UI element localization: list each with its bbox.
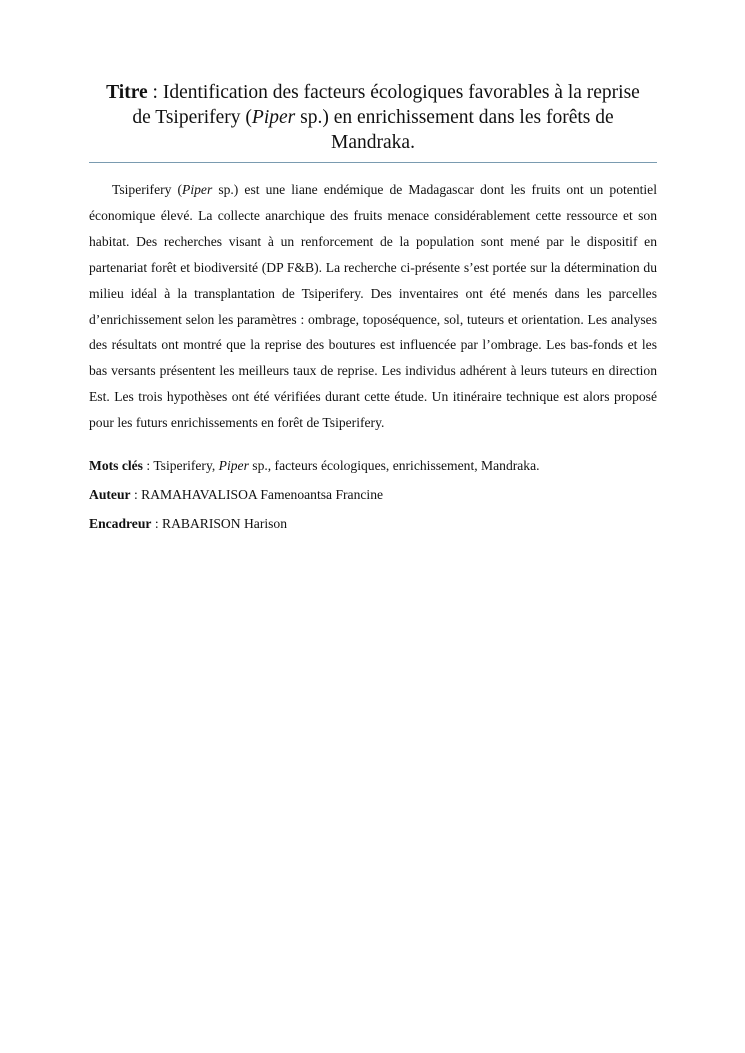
title-separator: : xyxy=(147,82,163,103)
keywords-before: Tsiperifery, xyxy=(153,458,219,474)
title-text-part1: Identification des facteurs écologiques favorables à la reprise de Tsiperifery ( xyxy=(132,82,640,128)
abstract-body: sp.) est une liane endémique de Madagascar dont les fruits ont un potentiel économique élevé. La collecte anarchique des fruits menace considérablement cette ressource et son habitat. Des recherches visant à un renforcement de la population sont mené par le dispositif en partenariat forêt et biodiversité (DP F&B). La recherche ci-présente s’est portée sur la détermination du milieu idéal à la transplantation de Tsiperifery. Des inventaires ont été menés dans les parcelles d’enrichissement selon les paramètres : ombrage, toposéquence, sol, tuteurs et orientation. Les analyses des résultats ont montré que la reprise des boutures est influencée par l’ombrage. Les bas-fonds et les bas versants présentent les meilleurs taux de reprise. Les individus adhérent à leurs tuteurs en direction Est. Les trois hypothèses ont été vérifiées durant cette étude. Un itinéraire technique est alors proposé pour les futurs enrichissements en forêt de Tsiperifery. xyxy=(89,182,657,431)
supervisor-value: RABARISON Harison xyxy=(162,516,288,532)
author-value: RAMAHAVALISOA Famenoantsa Francine xyxy=(141,487,384,503)
document-page xyxy=(89,80,657,538)
title-label: Titre xyxy=(106,82,148,103)
keywords-separator: : xyxy=(142,458,154,474)
author-label: Auteur xyxy=(89,487,131,503)
keywords-after: sp., facteurs écologiques, enrichissement, Mandraka. xyxy=(248,458,540,474)
metadata-block xyxy=(89,451,657,538)
document-title xyxy=(89,80,657,155)
author-line xyxy=(89,480,657,509)
supervisor-line xyxy=(89,509,657,538)
supervisor-label: Encadreur xyxy=(89,516,152,532)
abstract-start: Tsiperifery ( xyxy=(112,182,183,197)
title-divider xyxy=(89,162,657,163)
title-text-part2: sp.) en enrichissement dans les forêts de Mandraka. xyxy=(295,107,614,153)
keywords-label: Mots clés xyxy=(89,458,143,474)
abstract-paragraph xyxy=(89,177,657,436)
author-separator: : xyxy=(130,487,142,503)
title-genus: Piper xyxy=(251,107,296,128)
keywords-genus: Piper xyxy=(218,458,249,474)
abstract-genus: Piper xyxy=(182,182,213,197)
keywords-line xyxy=(89,451,657,480)
supervisor-separator: : xyxy=(151,516,163,532)
